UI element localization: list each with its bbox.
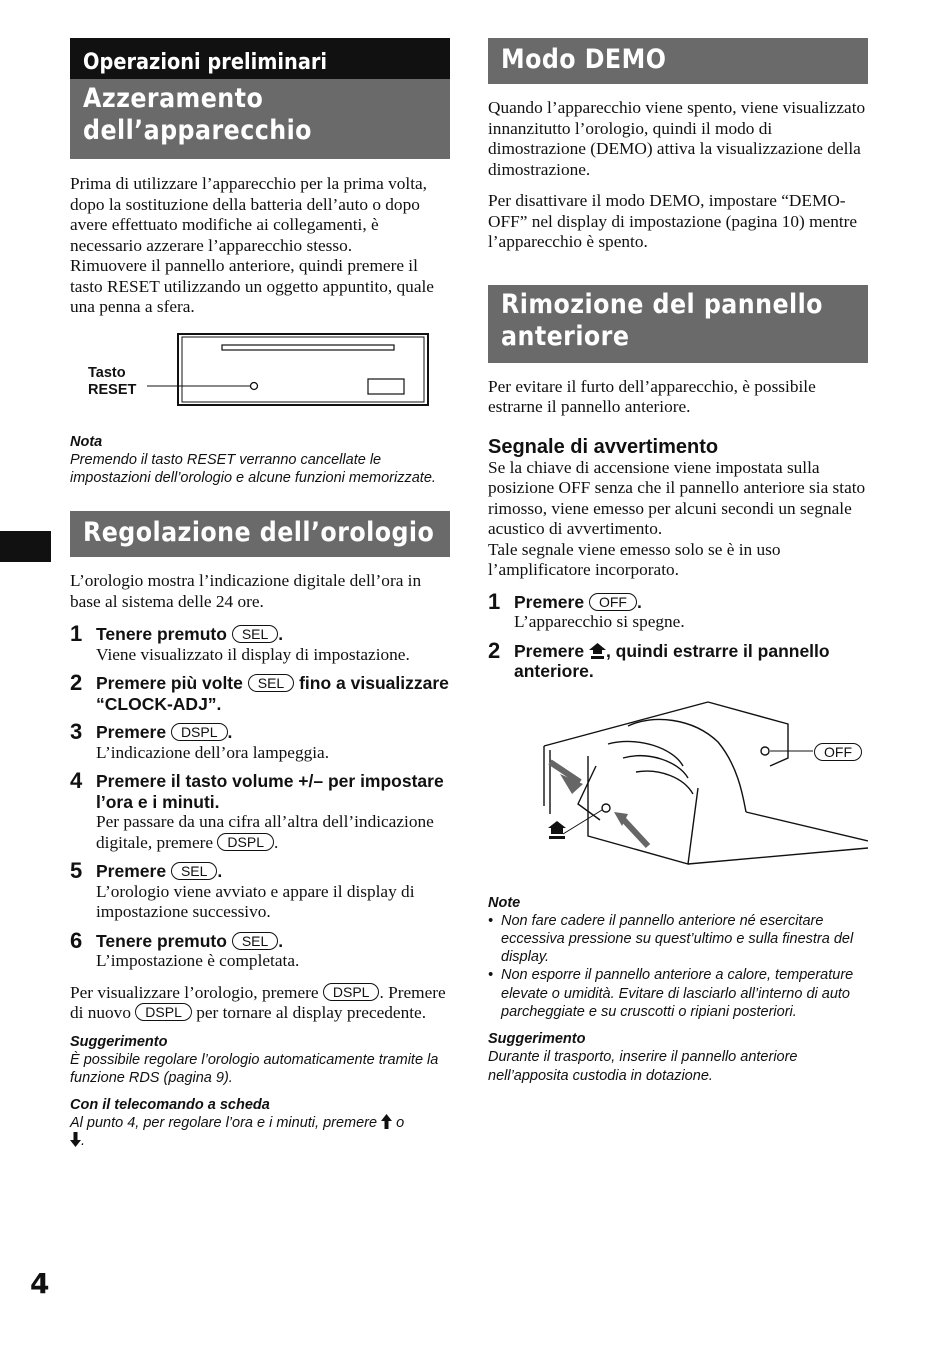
off-key-icon: OFF [589, 593, 637, 611]
clock-step-2: 2 Premere più volte SEL fino a visualizzare “CLOCK-ADJ”. [70, 670, 449, 714]
dspl-key-icon: DSPL [217, 833, 274, 851]
demo-paragraph-1: Quando l’apparecchio viene spento, viene visualizzato innanzitutto l’orologio, quindi il modo di dimostrazione (DEMO) attiva la visualizzazione della dimostrazione. [488, 98, 866, 179]
panel-removal-section-title: Rimozione del pannello anteriore [488, 285, 868, 363]
demo-section-title: Modo DEMO [488, 38, 868, 84]
dspl-key-icon: DSPL [171, 723, 228, 741]
clock-outro-paragraph: Per visualizzare l’orologio, premere DSPL . Premere di nuovo DSPL per tornare al display precedente. [70, 982, 446, 1023]
right-column [488, 38, 868, 1085]
clock-step-3: 3 Premere DSPL . L’indicazione dell’ora lampeggia. [70, 719, 330, 762]
panel-removal-steps [488, 588, 868, 682]
warning-signal-subheading: Segnale di avvertimento [488, 435, 719, 458]
clock-step-4: 4 Premere il tasto volume +/– per impostare l’ora e i minuti. Per passare da una cifra all’altra dell’indicazione digitale, premere DSPL . [70, 768, 444, 852]
sel-key-icon: SEL [171, 862, 217, 880]
note-item: • Non fare cadere il pannello anteriore né esercitare eccessiva pressione su quest’ultimo e sulla finestra del display. [488, 912, 868, 967]
car-stereo-unit-illustration [70, 333, 430, 413]
clock-tip: Suggerimento È possibile regolare l’orologio automaticamente tramite la funzione RDS (pagina 9). [70, 1033, 439, 1086]
sel-key-icon: SEL [232, 932, 278, 950]
panel-tip: Suggerimento Durante il trasporto, inserire il pannello anteriore nell’apposita custodia in dotazione. [488, 1031, 798, 1084]
clock-step-1: 1 Tenere premuto SEL . Viene visualizzato il display di impostazione. [70, 621, 410, 664]
dspl-key-icon: DSPL [323, 983, 380, 1001]
panel-step-2: 2 Premere , quindi estrarre il pannello anteriore. [488, 637, 830, 681]
reset-figure-label: Tasto RESET [88, 364, 137, 398]
left-column [70, 38, 450, 1151]
section-tab-marker [0, 531, 51, 562]
sel-key-icon: SEL [248, 674, 294, 692]
category-header: Operazioni preliminari [70, 38, 450, 79]
off-key-label: OFF [814, 743, 862, 761]
reset-note: Nota Premendo il tasto RESET verranno cancellate le impostazioni dell’orologio e alcune funzioni memorizzate. [70, 433, 436, 486]
sel-key-icon: SEL [232, 625, 278, 643]
panel-removal-intro: Per evitare il furto dell’apparecchio, è possibile estrarne il pannello anteriore. [488, 376, 816, 416]
panel-release-icon [589, 643, 606, 659]
remote-control-note: Con il telecomando a scheda Al punto 4, per regolare l’ora e i minuti, premere o . [70, 1097, 405, 1150]
reset-figure [70, 333, 450, 425]
demo-paragraph-2: Per disattivare il modo DEMO, impostare “DEMO-OFF” nel display di impostazione (pagina 10) mentre l’apparecchio è spento. [488, 191, 858, 251]
page-number: 4 [30, 1267, 50, 1300]
panel-removal-figure [488, 696, 868, 886]
reset-section-title: Azzeramento dell’apparecchio [70, 79, 450, 159]
panel-step-1: 1 Premere OFF . L’apparecchio si spegne. [488, 588, 685, 631]
reset-intro-paragraph: Prima di utilizzare l’apparecchio per la prima volta, dopo la sostituzione della batteria dell’auto o dopo avere effettuato modifiche ai collegamenti, è necessario azzerare l’apparecchio stesso. [70, 174, 427, 255]
clock-step-5: 5 Premere SEL . L’orologio viene avviato e appare il display di impostazione successivo. [70, 858, 415, 922]
panel-notes: Note • Non fare cadere il pannello anteriore né esercitare eccessiva pressione su quest’ultimo e sulla finestra del display. • Non esporre il pannello anteriore a calore, temperature elevate o umidità. Evitare di lasciarlo all’interno di auto parcheggiate e su cruscotti o ripiani posteriori. [488, 894, 868, 1022]
arrow-up-icon [381, 1114, 392, 1129]
clock-section-title: Regolazione dell’orologio [70, 511, 450, 557]
clock-step-6: 6 Tenere premuto SEL . L’impostazione è completata. [70, 927, 300, 971]
clock-steps-list [70, 621, 450, 972]
reset-instruction-paragraph: Rimuovere il pannello anteriore, quindi premere il tasto RESET utilizzando un oggetto appuntito, quale una penna a sfera. [70, 256, 434, 316]
warning-paragraph-2: Tale segnale viene emesso solo se è in uso l’amplificatore incorporato. [488, 539, 781, 579]
panel-removal-illustration [488, 696, 868, 886]
note-item: • Non esporre il pannello anteriore a calore, temperature elevate o umidità. Evitare di lasciarlo all’interno di auto parcheggiate e su cruscotti o ripiani posteriori. [488, 966, 868, 1021]
warning-paragraph-1: Se la chiave di accensione viene impostata sulla posizione OFF senza che il pannello anteriore sia stato rimosso, viene emesso per alcuni secondi un segnale acustico di avvertimento. [488, 457, 866, 538]
arrow-down-icon [70, 1132, 81, 1147]
clock-intro-paragraph: L’orologio mostra l’indicazione digitale dell’ora in base al sistema delle 24 ore. [70, 571, 422, 611]
dspl-key-icon: DSPL [135, 1003, 192, 1021]
